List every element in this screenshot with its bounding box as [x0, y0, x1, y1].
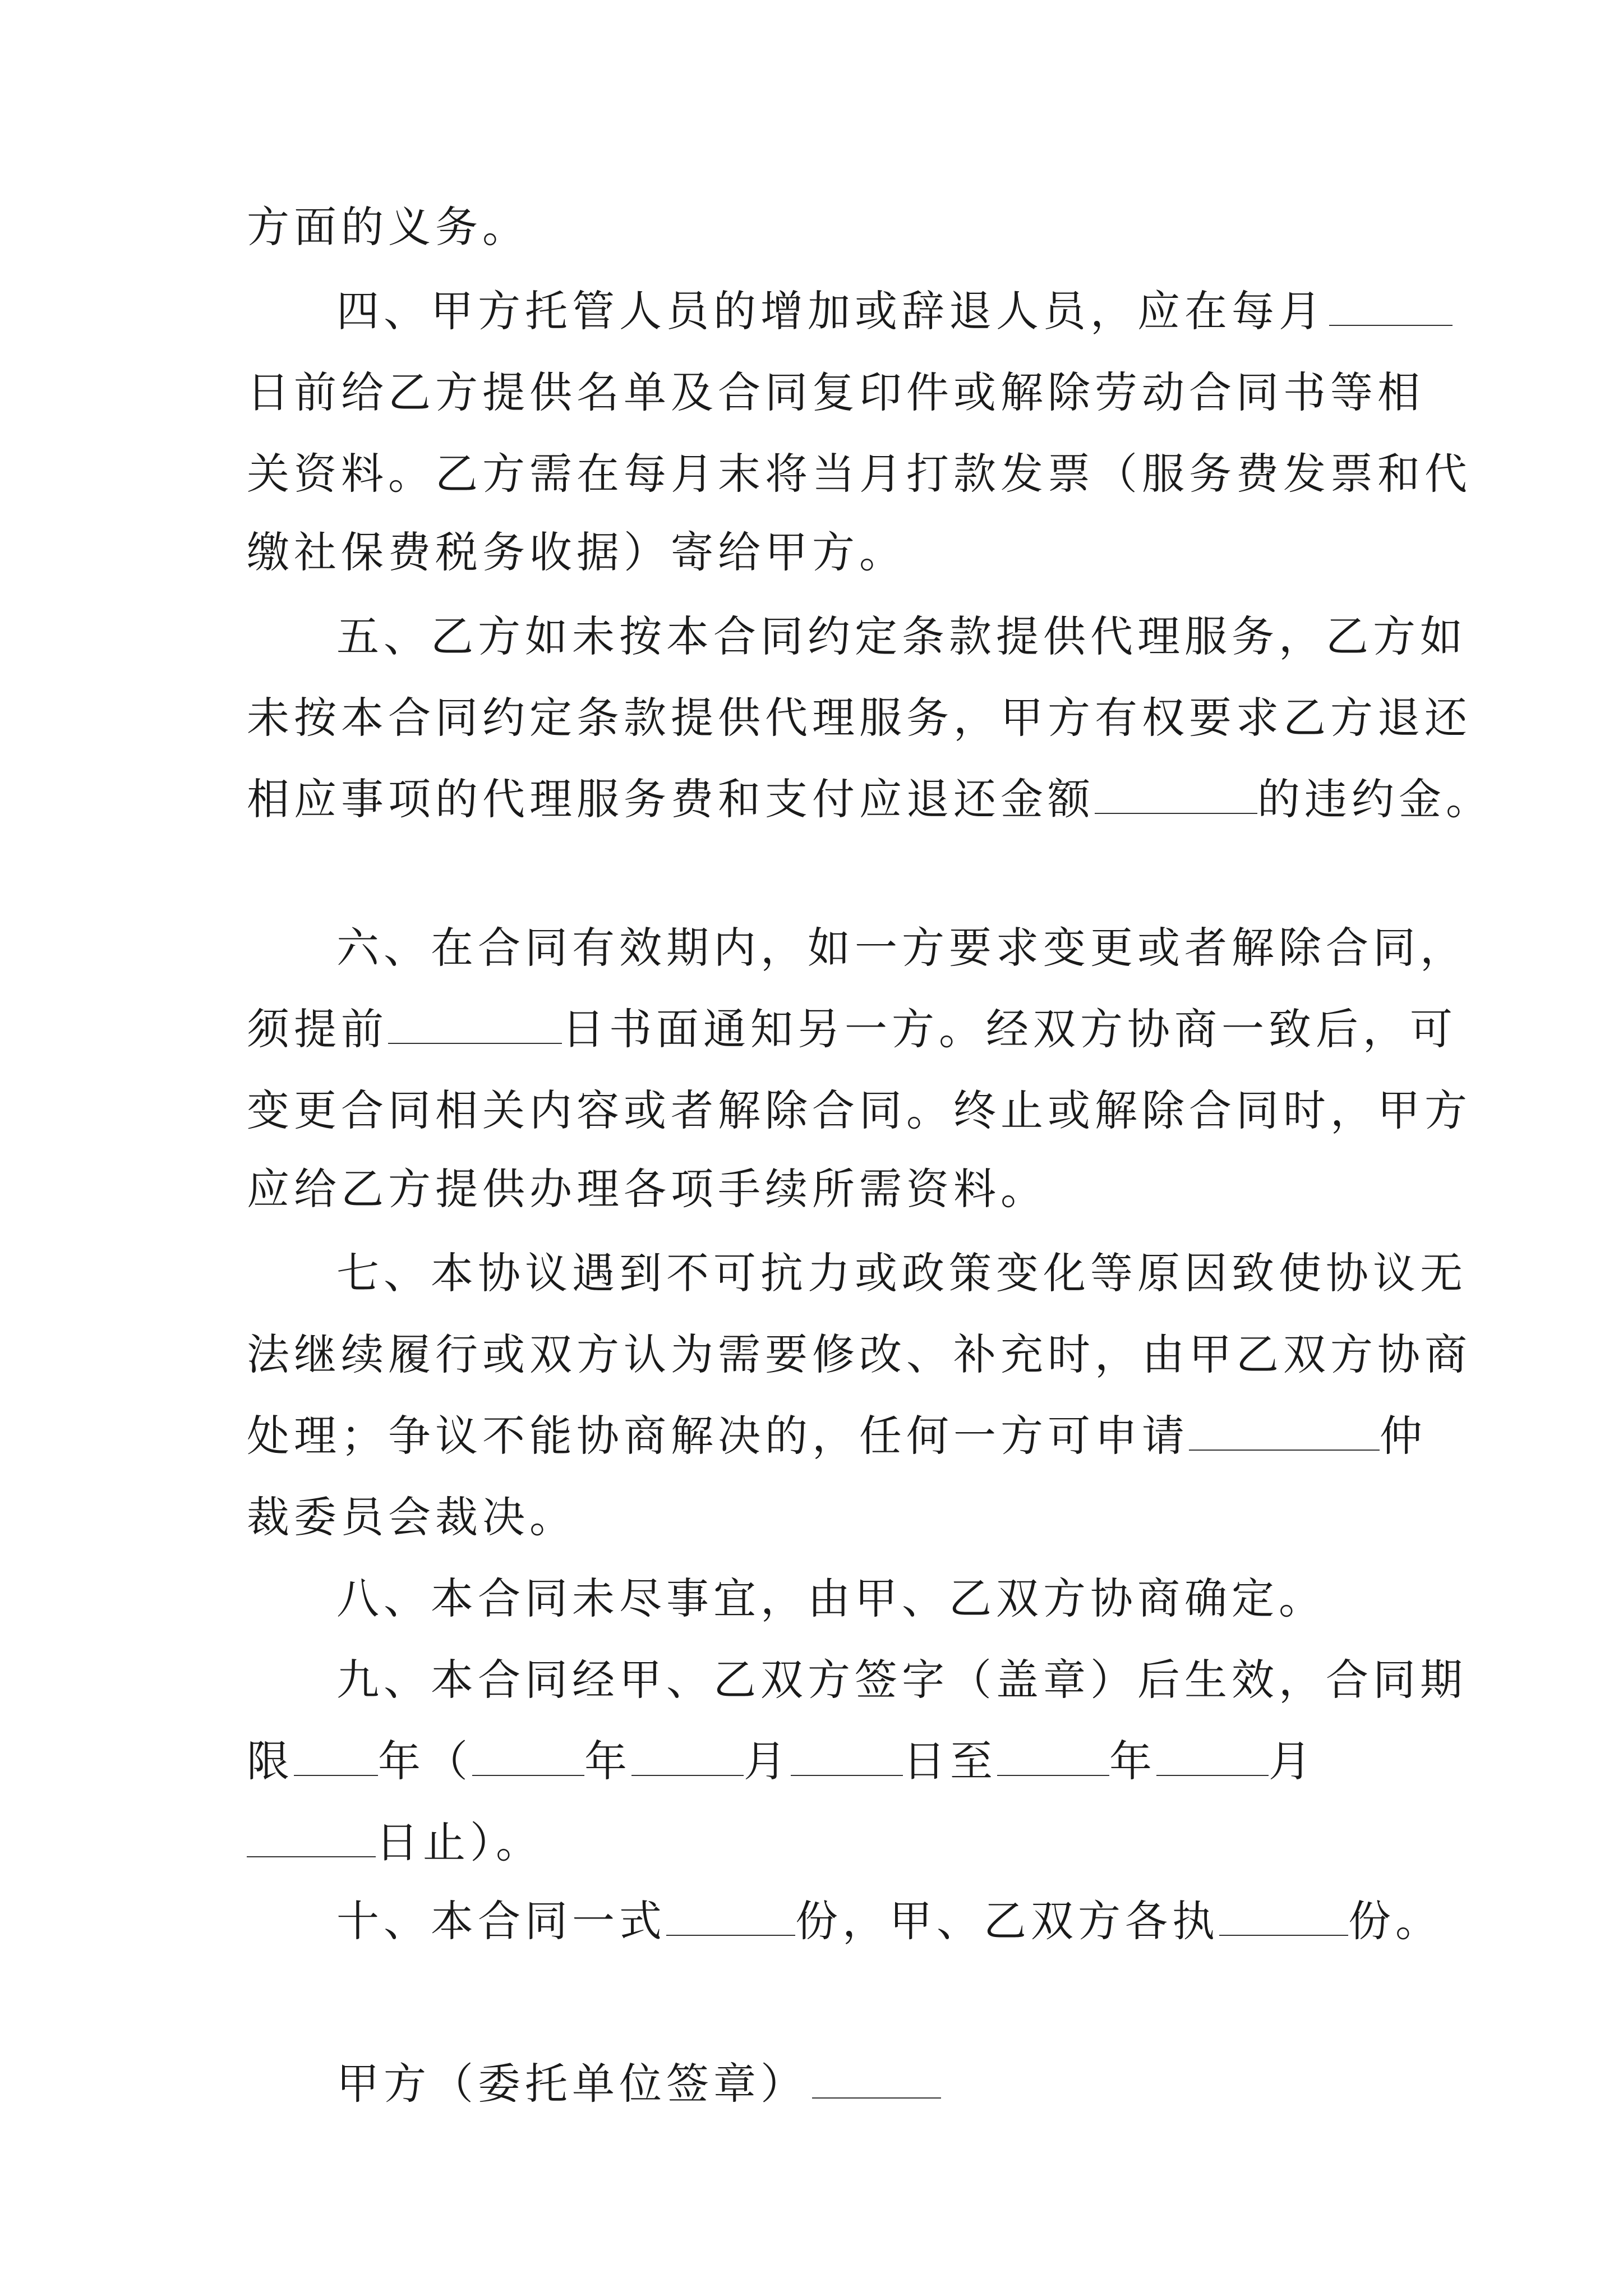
text-line: 方面的义务。 [247, 202, 529, 252]
clause-9-heading-line: 九、本合同经甲、乙双方签字（盖章）后生效，合同期 [336, 1655, 1467, 1705]
fill-blank[interactable] [791, 1734, 903, 1776]
fill-blank[interactable] [247, 1816, 376, 1857]
text-line: 法继续履行或双方认为需要修改、补充时，由甲乙双方协商 [247, 1329, 1472, 1379]
text-line: 日前给乙方提供名单及合同复印件或解除劳动合同书等相 [247, 367, 1424, 417]
text-line: 相应事项的代理服务费和支付应退还金额 的违约金。 [247, 771, 1493, 827]
fill-blank[interactable] [294, 1734, 378, 1776]
signature-blank[interactable] [812, 2057, 941, 2099]
fill-blank[interactable] [1329, 284, 1453, 326]
fill-blank[interactable] [997, 1734, 1109, 1776]
fill-blank[interactable] [472, 1734, 584, 1776]
clause-6-heading-line: 六、在合同有效期内，如一方要求变更或者解除合同， [336, 923, 1467, 973]
text-line: 裁委员会裁决。 [247, 1492, 577, 1542]
clause-8-heading-line: 八、本合同未尽事宜，由甲、乙双方协商确定。 [336, 1573, 1326, 1623]
clause-5-heading-line: 五、乙方如未按本合同约定条款提供代理服务，乙方如 [336, 611, 1467, 661]
text-line: 处理；争议不能协商解决的，任何一方可申请 仲 [247, 1408, 1427, 1464]
text-line: 变更合同相关内容或者解除合同。终止或解除合同时，甲方 [247, 1085, 1472, 1135]
text-line: 须提前 日书面通知另一方。经双方协商一致后，可 [247, 1001, 1457, 1057]
fill-blank[interactable] [1095, 772, 1257, 814]
clause-7-heading-line: 七、本协议遇到不可抗力或政策变化等原因致使协议无 [336, 1248, 1467, 1298]
fill-blank[interactable] [1189, 1409, 1380, 1451]
text-line: 应给乙方提供办理各项手续所需资料。 [247, 1164, 1048, 1214]
fill-blank[interactable] [631, 1734, 744, 1776]
fill-blank[interactable] [1156, 1734, 1269, 1776]
text-line: 限 年（ 年 月 日至 年 月 [247, 1733, 1316, 1789]
text-line: 缴社保费税务收据）寄给甲方。 [247, 527, 906, 577]
clause-10-heading-line: 十、本合同一式 份，甲、乙双方各执 份。 [336, 1893, 1442, 1949]
text-line: 日止）。 [247, 1815, 543, 1871]
signature-line-party-a: 甲方（委托单位签章） [336, 2056, 941, 2112]
fill-blank[interactable] [388, 1002, 562, 1044]
fill-blank[interactable] [1219, 1894, 1348, 1936]
text-line: 未按本合同约定条款提供代理服务，甲方有权要求乙方退还 [247, 693, 1472, 743]
clause-4-heading-line: 四、甲方托管人员的增加或辞退人员，应在每月 [336, 283, 1453, 339]
fill-blank[interactable] [666, 1894, 795, 1936]
text-line: 关资料。乙方需在每月末将当月打款发票（服务费发票和代 [247, 449, 1472, 499]
